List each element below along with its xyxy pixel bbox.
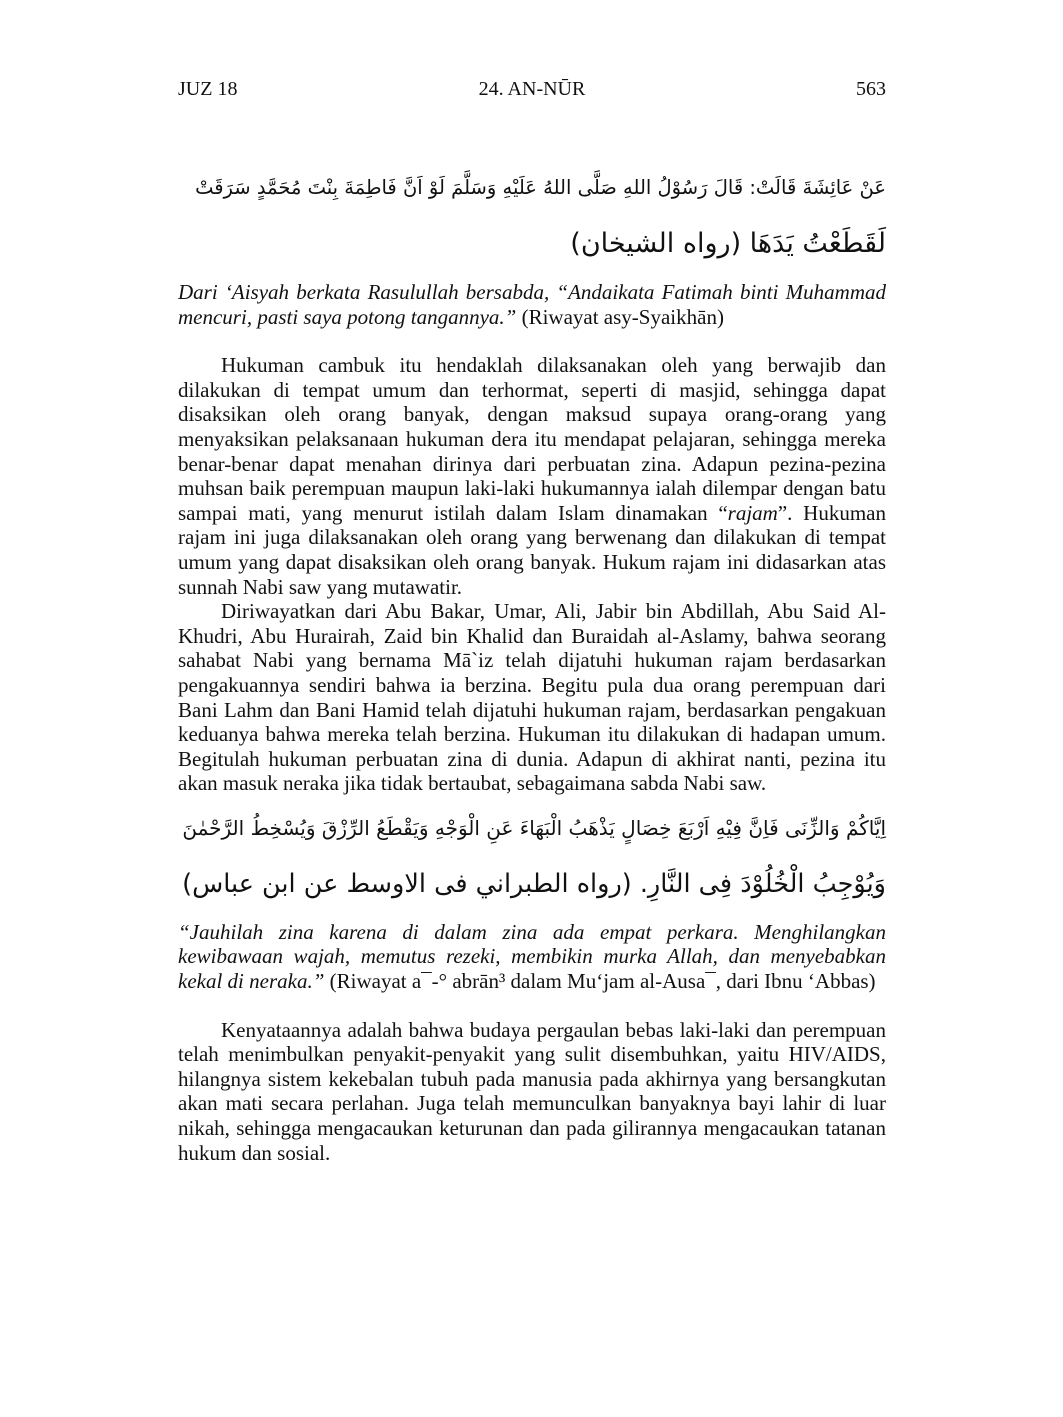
hadith-arabic-1 xyxy=(178,160,886,272)
spacer xyxy=(178,994,886,1018)
hadith-arabic-2-line-2: وَيُوْجِبُ الْخُلُوْدَ فِى النَّارِ. (رواه الطبراني فى الاوسط عن ابن عباس) xyxy=(182,868,886,899)
paragraph-2: Diriwayatkan dari Abu Bakar, Umar, Ali, Jabir bin Abdillah, Abu Said Al-Khudri, Abu Hurairah, Zaid bin Khalid dan Buraidah al-Aslamy, bahwa seorang sahabat Nabi yang bernama Mā`iz telah dijatuhi hukuman rajam berdasarkan pengakuannya sendiri bahwa ia berzina. Begitu pula dua orang perempuan dari Bani Lahm dan Bani Hamid telah dijatuhi hukuman rajam, berdasarkan pengakuan keduanya bahwa mereka telah berzina. Hukuman itu dilakukan di hadapan umum. Begitulah hukuman perbuatan zina di dunia. Adapun di akhirat nanti, pezina itu akan masuk neraka jika tidak bertaubat, sebagaimana sabda Nabi saw. xyxy=(178,599,886,796)
hadith-arabic-1-line-1: عَنْ عَائِشَةَ قَالَتْ: قَالَ رَسُوْلُ اللهِ صَلَّى اللهُ عَلَيْهِ وَسَلَّمَ لَوْ اَنَّ فَاطِمَةَ بِنْتَ مُحَمَّدٍ سَرَقَتْ xyxy=(195,176,886,199)
spacer xyxy=(178,329,886,353)
hadith-arabic-2-line-1: اِيَّاكُمْ وَالزِّنَى فَاِنَّ فِيْهِ اَرْبَعَ خِصَالٍ يَذْهَبُ الْبَهَاءَ عَنِ الْوَجْهِ وَيَقْطَعُ الرِّزْقَ وَيُسْخِطُ الرَّحْمٰنَ xyxy=(182,815,886,840)
hadith-arabic-1-line-2: لَقَطَعْتُ يَدَهَا (رواه الشيخان) xyxy=(570,228,886,259)
term-rajam: rajam xyxy=(727,500,778,525)
paragraph-1 xyxy=(178,353,886,599)
paragraph-3: Kenyataannya adalah bahwa budaya pergaulan bebas laki-laki dan perempuan telah menimbulkan penyakit-penyakit yang sulit disembuhkan, yaitu HIV/AIDS, hilangnya sistem kekebalan tubuh pada manusia pada akhirnya yang bersangkutan akan mati secara perlahan. Juga telah memunculkan banyaknya bayi lahir di luar nikah, sehingga mengacaukan keturunan dan pada gilirannya mengacaukan tatanan hukum dan sosial. xyxy=(178,1017,886,1165)
hadith-translation-1 xyxy=(178,280,886,329)
hadith-translation-2 xyxy=(178,920,886,994)
document-page xyxy=(178,72,886,1165)
hadith-source-2: (Riwayat a¯-° abrān³ dalam Mu‘jam al-Ausa¯, dari Ibnu ‘Abbas) xyxy=(324,969,876,994)
hadith-arabic-2 xyxy=(178,800,886,912)
paragraph-1-part-2: ”. Hukuman rajam ini juga dilaksanakan oleh orang yang berwenang dan dilakukan di tempat umum yang dapat disaksikan oleh orang banyak. Hukum rajam ini didasarkan atas sunnah Nabi saw yang mutawatir. xyxy=(178,500,886,599)
hadith-translation-1-text: Dari ‘Aisyah berkata Rasulullah bersabda, “Andaikata Fatimah binti Muhammad mencuri, pasti saya potong tangannya.” xyxy=(178,280,886,329)
juz-label: JUZ 18 xyxy=(178,78,238,100)
hadith-translation-2-text: “Jauhilah zina karena di dalam zina ada empat perkara. Menghilangkan kewibawaan wajah, memutus rezeki, membikin murka Allah, dan menyebabkan kekal di neraka.” xyxy=(178,919,886,994)
surah-title: 24. AN-NŪR xyxy=(478,78,586,100)
page-header xyxy=(178,72,886,112)
hadith-source-1: (Riwayat asy-Syaikhān) xyxy=(516,304,724,329)
page-number: 563 xyxy=(856,78,886,100)
paragraph-1-part-1: Hukuman cambuk itu hendaklah dilaksanakan oleh yang berwajib dan dilakukan di tempat umum dan terhormat, seperti di masjid, sehingga dapat disaksikan oleh orang banyak, dengan maksud supaya orang-orang yang menyaksikan pelaksanaan hukuman dera itu mendapat pelajaran, sehingga mereka benar-benar dapat menahan dirinya dari perbuatan zina. Adapun pezina-pezina muhsan baik perempuan maupun laki-laki hukumannya ialah dilempar dengan batu sampai mati, yang menurut istilah dalam Islam dinamakan “ xyxy=(178,353,886,525)
